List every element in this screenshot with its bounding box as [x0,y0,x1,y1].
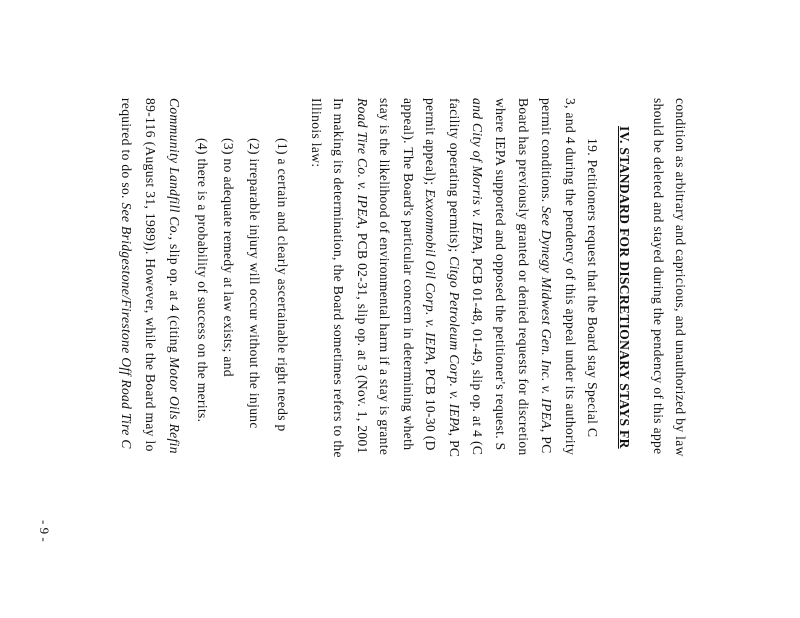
text-segment: , PC [447,432,462,458]
text-line [422,98,438,451]
text-line [650,98,666,455]
text-segment: required to do so. [119,98,134,203]
text-line [274,138,290,432]
text-line [538,98,554,454]
text-segment: facility operating permits); [447,98,462,257]
text-segment: (3) no adequate remedy at law exists; and [221,138,236,377]
text-segment: 3, and 4 during the pendency of this appeal under its authority [563,98,578,456]
text-segment: 89-116 (August 31, 1989)). However, while the Board may lo [143,98,158,452]
text-segment: See Bridgestone/Firestone Off Road Tire C [119,202,134,449]
text-line [672,98,688,457]
text-line [246,138,262,429]
text-segment: Community Landfill Co. [167,98,182,237]
text-line [562,98,578,455]
text-segment: In making its determination, the Board sometimes refers to the [331,98,346,458]
text-segment: permit conditions. [539,98,554,207]
text-segment: Motor Oils Refin [167,356,182,454]
text-segment: , PCB 01-48, 01-49, slip op. at 4 (C [470,250,485,456]
text-line [400,98,416,450]
text-line [166,98,182,454]
text-line [515,98,531,456]
text-line [118,98,134,449]
text-line [354,98,370,454]
text-segment: where IEPA supported and opposed the petitioner's request. S [493,98,508,451]
text-segment: condition as arbitrary and capricious, and unauthorized by law [673,98,688,457]
text-line [194,138,210,422]
text-line [376,98,392,455]
text-segment: appeal). The Board's particular concern in determining wheth [401,98,416,451]
text-segment: , PCB 10-30 (D [423,361,438,451]
text-segment: (1) a certain and clearly ascertainable right needs p [275,138,290,432]
text-segment: and City of Morris v. IEPA [470,98,485,251]
text-segment: , PCB 02-31, slip op. at 3 (Nov. 1, 2001 [355,225,370,454]
text-segment: Illinois law: [309,98,324,168]
text-line [584,138,600,437]
text-line [308,98,324,167]
text-line [330,98,346,458]
text-line [446,98,462,457]
text-segment: Citgo Petroleum Corp. v. IEPA [447,256,462,433]
text-segment: (2) irreparable injury will occur without the injunc [247,138,262,429]
text-segment: (4) there is a probability of success on the merits. [195,138,210,423]
text-segment: 19. Petitioners request that the Board stay Special C [585,138,600,438]
text-segment: , PC [539,428,554,454]
text-line [142,98,158,452]
text-line [469,98,485,455]
text-line [492,98,508,451]
text-segment: IV. STANDARD FOR DISCRETIONARY STAYS FR [617,126,632,449]
page-number: - 9 - [37,520,52,542]
text-segment: See Dynegy Midwest Gen. Inc. v. IPEA [539,206,554,429]
text-segment: Board has previously granted or denied requests for discretion [516,98,531,456]
text-segment: , slip op. at 4 (citing [167,236,182,357]
text-segment: should be deleted and stayed during the pendency of this appe [651,98,666,455]
text-line [220,138,236,377]
text-line [616,126,632,449]
rotated-text-block [88,98,688,618]
text-segment: Road Tire Co. v. IPEA [355,98,370,226]
text-segment: stay is the likelihood of environmental harm if a stay is grante [377,98,392,456]
text-segment: Exxonmobil Oil Corp. v. IEPA [423,189,438,362]
text-segment: permit appeal); [423,98,438,190]
